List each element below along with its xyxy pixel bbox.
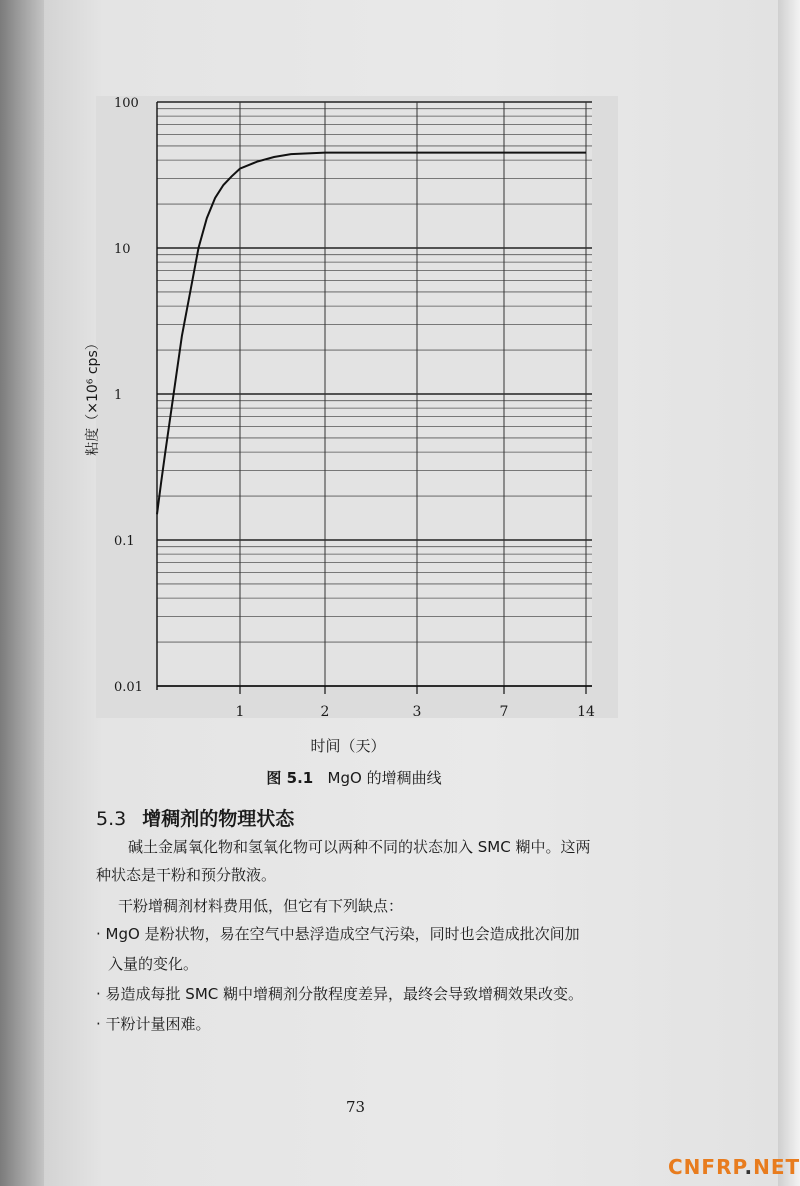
x-axis-title: 时间（天） xyxy=(310,737,386,755)
bullet-item: · 干粉计量困难。 xyxy=(96,1015,211,1033)
figure-number: 图 5.1 xyxy=(266,769,314,787)
x-tick-label: 7 xyxy=(499,704,509,720)
x-tick-label: 2 xyxy=(320,704,330,720)
site-watermark: CNFRP.NET xyxy=(668,1155,800,1179)
bullet-continuation: 入量的变化。 xyxy=(108,955,199,973)
y-tick-label: 0.01 xyxy=(114,680,143,695)
x-tick-label: 3 xyxy=(412,704,422,720)
section-heading xyxy=(96,804,294,831)
x-tick-label: 14 xyxy=(577,704,595,720)
section-title: 增稠剂的物理状态 xyxy=(142,808,295,830)
y-tick-label: 0.1 xyxy=(114,534,135,549)
x-tick-label: 1 xyxy=(235,704,245,720)
y-tick-label: 10 xyxy=(114,242,131,257)
figure-caption xyxy=(266,767,441,788)
section-number: 5.3 xyxy=(96,808,127,830)
figure-caption-text: MgO 的增稠曲线 xyxy=(327,769,442,787)
paragraph-line: 种状态是干粉和预分散液。 xyxy=(96,866,277,884)
y-tick-label: 100 xyxy=(114,96,139,111)
page-number: 73 xyxy=(346,1098,366,1116)
y-tick-label: 1 xyxy=(114,388,123,403)
paragraph-line: 干粉增稠剂材料费用低，但它有下列缺点： xyxy=(118,897,404,915)
bullet-item: · MgO 是粉状物，易在空气中悬浮造成空气污染，同时也会造成批次间加 xyxy=(96,925,580,943)
paragraph-line: 碱土金属氧化物和氢氧化物可以两种不同的状态加入 SMC 糊中。这两 xyxy=(128,838,591,856)
bullet-item: · 易造成每批 SMC 糊中增稠剂分散程度差异，最终会导致增稠效果改变。 xyxy=(96,985,584,1003)
y-axis-title: 粘度（×10⁶ cps） xyxy=(85,336,101,456)
